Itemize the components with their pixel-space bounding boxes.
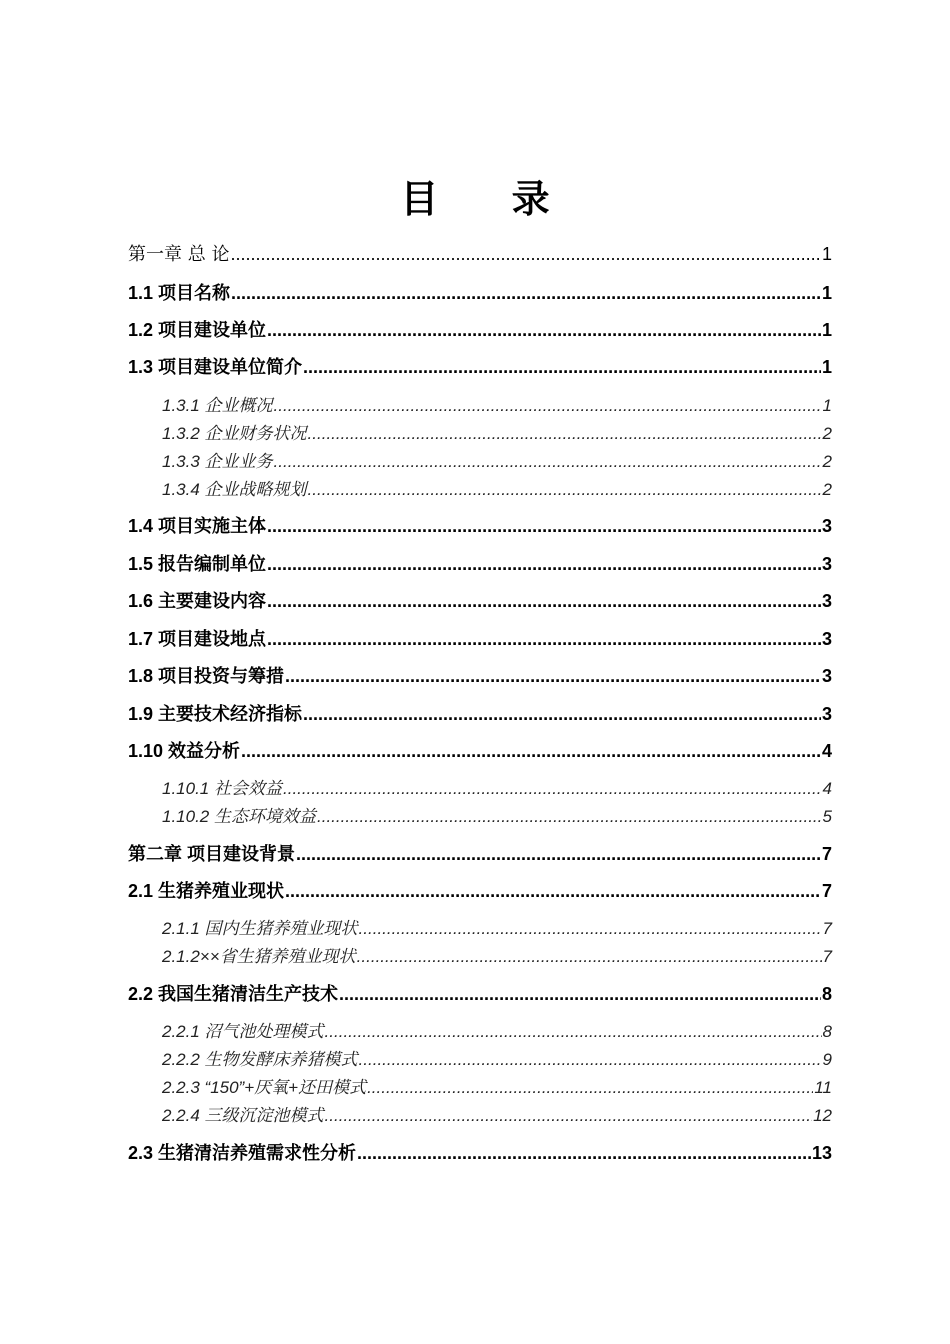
toc-page-number: 7 bbox=[822, 947, 832, 966]
toc-entry-label: 2.1.2××省生猪养殖业现状 bbox=[162, 947, 356, 966]
dot-leader bbox=[359, 919, 822, 939]
toc-entry[interactable] bbox=[162, 475, 832, 500]
toc-entry-label: 2.2.3 “150”+厌氧+还田模式 bbox=[162, 1078, 367, 1097]
toc-entry[interactable] bbox=[128, 316, 832, 342]
toc-page-number: 2 bbox=[822, 480, 832, 499]
toc-entry-label: 1.7 项目建设地点 bbox=[128, 629, 267, 649]
toc-page-number: 5 bbox=[822, 807, 832, 826]
toc-entry-label: 2.3 生猪清洁养殖需求性分析 bbox=[128, 1143, 357, 1163]
toc-page-number: 2 bbox=[822, 424, 832, 443]
dot-leader bbox=[339, 984, 821, 1005]
toc-entry-label: 1.3.3 企业业务 bbox=[162, 452, 273, 471]
toc-entry-label: 第一章 总 论 bbox=[128, 244, 230, 265]
toc-page-number: 1 bbox=[821, 244, 832, 264]
toc-page-number: 3 bbox=[821, 629, 832, 649]
dot-leader bbox=[274, 396, 822, 416]
toc-entry[interactable] bbox=[128, 353, 832, 379]
toc-entry[interactable] bbox=[162, 447, 832, 472]
toc-page-number: 3 bbox=[821, 704, 832, 724]
toc-entry-label: 1.4 项目实施主体 bbox=[128, 516, 267, 536]
dot-leader bbox=[308, 424, 822, 444]
dot-leader bbox=[303, 357, 821, 378]
toc-entry-label: 2.1 生猪养殖业现状 bbox=[128, 881, 285, 901]
toc-entry[interactable] bbox=[128, 587, 832, 613]
toc-entry-label: 2.2 我国生猪清洁生产技术 bbox=[128, 984, 339, 1004]
dot-leader bbox=[267, 554, 821, 575]
toc-title: 目 录 bbox=[400, 176, 580, 221]
toc-page-number: 3 bbox=[821, 666, 832, 686]
toc-entry-label: 2.1.1 国内生猪养殖业现状 bbox=[162, 919, 358, 938]
toc-page-number: 9 bbox=[822, 1050, 832, 1069]
toc-entry-label: 1.9 主要技术经济指标 bbox=[128, 704, 303, 724]
toc-entry[interactable] bbox=[128, 1139, 832, 1165]
dot-leader bbox=[230, 244, 821, 265]
toc-page-number: 1 bbox=[821, 283, 832, 303]
dot-leader bbox=[296, 844, 821, 865]
dot-leader bbox=[325, 1022, 822, 1042]
toc-entry[interactable] bbox=[128, 980, 832, 1006]
toc-page-number: 7 bbox=[822, 919, 832, 938]
toc-page-number: 2 bbox=[822, 452, 832, 471]
dot-leader bbox=[231, 283, 821, 304]
toc-entry[interactable] bbox=[162, 419, 832, 444]
toc-entry-label: 1.10.1 社会效益 bbox=[162, 779, 282, 798]
toc-entry-label: 1.3 项目建设单位简介 bbox=[128, 357, 303, 377]
dot-leader bbox=[367, 1078, 813, 1098]
toc-page-number: 1 bbox=[821, 320, 832, 340]
toc-entry[interactable] bbox=[128, 840, 832, 866]
toc-page-number: 3 bbox=[821, 516, 832, 536]
dot-leader bbox=[241, 741, 821, 762]
toc-entry[interactable] bbox=[162, 802, 832, 827]
toc-entry-label: 1.3.4 企业战略规划 bbox=[162, 480, 307, 499]
toc-entry-label: 1.3.1 企业概况 bbox=[162, 396, 273, 415]
dot-leader bbox=[267, 320, 821, 341]
toc-page-number: 3 bbox=[821, 591, 832, 611]
toc-entry-label: 2.2.4 三级沉淀池模式 bbox=[162, 1106, 324, 1125]
toc-entry[interactable] bbox=[128, 737, 832, 763]
dot-leader bbox=[359, 1050, 822, 1070]
toc-entry[interactable] bbox=[128, 625, 832, 651]
toc-page-number: 3 bbox=[821, 554, 832, 574]
toc-entry[interactable] bbox=[128, 662, 832, 688]
dot-leader bbox=[285, 881, 821, 902]
toc-entry[interactable] bbox=[162, 1017, 832, 1042]
toc-page-number: 7 bbox=[821, 881, 832, 901]
toc-page-number: 8 bbox=[822, 1022, 832, 1041]
toc-page-number: 1 bbox=[821, 357, 832, 377]
toc-page-number: 13 bbox=[811, 1143, 832, 1163]
dot-leader bbox=[283, 779, 822, 799]
toc-entry[interactable] bbox=[128, 240, 832, 266]
toc-entry-label: 1.10.2 生态环境效益 bbox=[162, 807, 316, 826]
dot-leader bbox=[357, 1143, 811, 1164]
toc-entry[interactable] bbox=[162, 1101, 832, 1126]
toc-entry[interactable] bbox=[128, 700, 832, 726]
dot-leader bbox=[274, 452, 822, 472]
toc-page-number: 8 bbox=[821, 984, 832, 1004]
toc-page-number: 1 bbox=[822, 396, 832, 415]
toc-entry-label: 1.6 主要建设内容 bbox=[128, 591, 267, 611]
dot-leader bbox=[317, 807, 822, 827]
toc-entry[interactable] bbox=[162, 942, 832, 967]
toc-entry[interactable] bbox=[128, 550, 832, 576]
toc-entry-label: 2.2.1 沼气池处理模式 bbox=[162, 1022, 324, 1041]
toc-page-number: 11 bbox=[814, 1078, 832, 1097]
toc-entry[interactable] bbox=[162, 391, 832, 416]
toc-page-number: 7 bbox=[821, 844, 832, 864]
toc-page-number: 4 bbox=[821, 741, 832, 761]
dot-leader bbox=[267, 516, 821, 537]
dot-leader bbox=[308, 480, 822, 500]
toc-entry[interactable] bbox=[128, 279, 832, 305]
toc-entry[interactable] bbox=[162, 774, 832, 799]
dot-leader bbox=[357, 947, 822, 967]
toc-page-number: 4 bbox=[822, 779, 832, 798]
dot-leader bbox=[267, 629, 821, 650]
dot-leader bbox=[267, 591, 821, 612]
toc-entry[interactable] bbox=[128, 877, 832, 903]
toc-entry-label: 1.2 项目建设单位 bbox=[128, 320, 267, 340]
toc-entry-label: 1.8 项目投资与筹措 bbox=[128, 666, 285, 686]
toc-entry-label: 1.10 效益分析 bbox=[128, 741, 241, 761]
dot-leader bbox=[285, 666, 821, 687]
toc-entry-label: 第二章 项目建设背景 bbox=[128, 844, 296, 864]
dot-leader bbox=[303, 704, 821, 725]
toc-entry-label: 2.2.2 生物发酵床养猪模式 bbox=[162, 1050, 358, 1069]
toc-entry[interactable] bbox=[128, 512, 832, 538]
toc-entry[interactable] bbox=[162, 1073, 832, 1098]
dot-leader bbox=[325, 1106, 813, 1126]
toc-entry-label: 1.3.2 企业财务状况 bbox=[162, 424, 307, 443]
toc-entry-label: 1.1 项目名称 bbox=[128, 283, 231, 303]
toc-entry[interactable] bbox=[162, 914, 832, 939]
toc-entry-label: 1.5 报告编制单位 bbox=[128, 554, 267, 574]
toc-page-number: 12 bbox=[813, 1106, 832, 1125]
toc-entry[interactable] bbox=[162, 1045, 832, 1070]
